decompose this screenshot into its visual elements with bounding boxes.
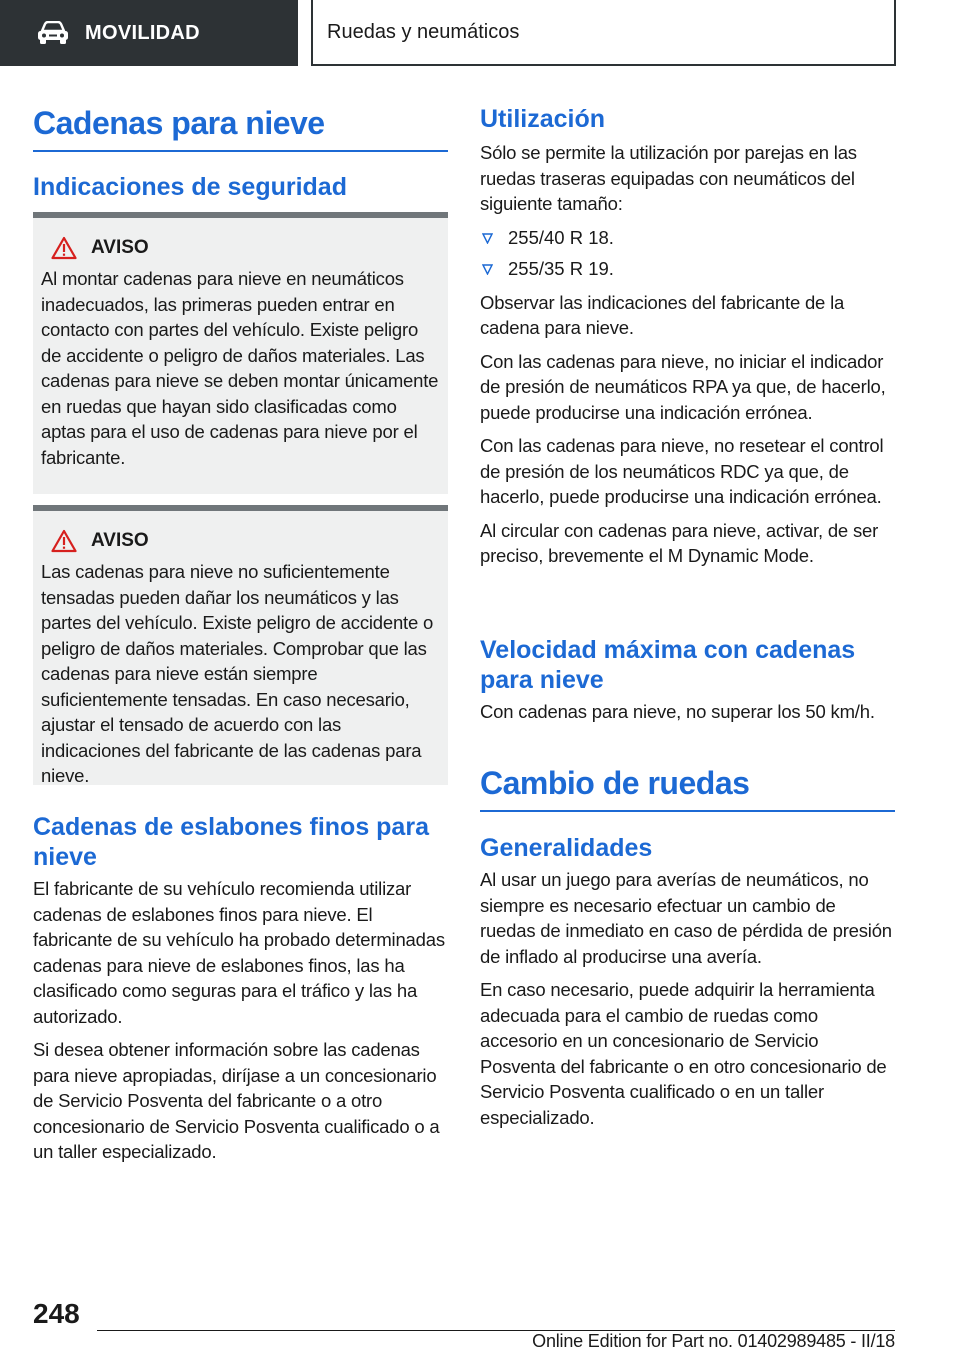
warning-triangle-icon — [51, 236, 77, 260]
warning-text: Las cadenas para nieve no suficientemente tensadas pueden dañar los neumáticos y las partes del vehículo. Existe peligro de accidente o peligro de daños materiales. Comprobar que las cadenas para nieve están siempre suficientemente tensadas. En caso necesario, ajustar el tensado de acuerdo con las indicaciones del fabricante de las cadenas para nieve. — [41, 561, 434, 786]
usage-intro: Sólo se permite la utilización por parejas en las ruedas traseras equipadas con neumáticos del siguiente tamaño: — [480, 142, 857, 214]
fine-link-paragraph: Si desea obtener información sobre las cadenas para nieve apropiadas, diríjase a un concesionario de Servicio Posventa del fabricante o a otro concesionario de Servicio Posventa cualificado o a un taller especializado. — [33, 1039, 440, 1162]
page-header — [0, 0, 960, 66]
triangle-bullet-icon — [482, 233, 493, 244]
speed-section — [480, 635, 895, 733]
warning-box — [33, 212, 448, 494]
chapter-label: Ruedas y neumáticos — [327, 20, 520, 43]
warning-label: AVISO — [91, 237, 149, 258]
speed-text: Con cadenas para nieve, no superar los 50 km/h. — [480, 701, 875, 722]
general-paragraph: En caso necesario, puede adquirir la herramienta adecuada para el cambio de ruedas como accesorio en un concesionario de Servicio Posventa del fabricante o en otro concesionario de Servicio Posventa cualificado o en un taller especializado. — [480, 979, 887, 1128]
section-label: MOVILIDAD — [85, 21, 200, 44]
speed-heading: Velocidad máxima con cadenas para nieve — [480, 636, 856, 694]
fine-link-paragraph: El fabricante de su vehículo recomienda utilizar cadenas de eslabones finos para nieve. El fabricante de su vehículo ha probado determinadas cadenas para nieve de eslabones finos, las ha clasificado como seguras para el tráfico y las ha autorizado. — [33, 878, 445, 1027]
chapter-tab — [311, 0, 896, 66]
car-icon — [36, 21, 70, 45]
general-paragraph: Al usar un juego para averías de neumáticos, no siempre es necesario efectuar un cambio de ruedas de inmediato en caso de pérdida de presión de inflado al producirse una avería. — [480, 869, 892, 967]
usage-heading: Utilización — [480, 105, 606, 133]
fine-link-section — [33, 812, 448, 1173]
warning-text: Al montar cadenas para nieve en neumáticos inadecuados, las primeras pueden entrar en contacto con partes del vehículo. Existe peligro de accidente o peligro de daños materiales. Las cadenas para nieve se deben montar únicamente en ruedas que hayan sido clasificadas como aptas para el uso de cadenas para nieve por el fabricante. — [41, 268, 439, 468]
warning-label: AVISO — [91, 530, 149, 551]
usage-paragraph: Al circular con cadenas para nieve, activar, de ser preciso, brevemente el M Dynamic Mode. — [480, 519, 879, 566]
page-number: 248 — [33, 1298, 80, 1329]
triangle-bullet-icon — [482, 264, 493, 275]
safety-heading: Indicaciones de seguridad — [33, 173, 347, 201]
general-section — [480, 833, 895, 1138]
section-tab — [0, 0, 298, 66]
wheel-change-title: Cambio de ruedas — [480, 764, 895, 812]
warning-triangle-icon — [51, 529, 77, 553]
tire-size-list — [480, 225, 895, 282]
edition-note: Online Edition for Part no. 01402989485 - II/18 — [532, 1331, 895, 1351]
page-title: Cadenas para nieve — [33, 104, 448, 152]
fine-link-heading: Cadenas de eslabones finos para nieve — [33, 813, 429, 871]
warning-header — [41, 529, 440, 553]
warning-header — [41, 236, 440, 260]
list-item: 255/40 R 18. — [480, 225, 895, 251]
usage-paragraph: Con las cadenas para nieve, no iniciar el indicador de presión de neumáticos RPA ya que, de hacerlo, puede producirse una indicación errónea. — [480, 350, 886, 423]
list-item: 255/35 R 19. — [480, 256, 895, 282]
warning-box — [33, 505, 448, 785]
general-heading: Generalidades — [480, 834, 653, 862]
usage-section — [480, 104, 895, 577]
usage-paragraph: Observar las indicaciones del fabricante de la cadena para nieve. — [480, 291, 845, 338]
usage-paragraph: Con las cadenas para nieve, no resetear el control de presión de los neumáticos RDC ya que, de hacerlo, puede producirse una indicación errónea. — [480, 435, 884, 507]
